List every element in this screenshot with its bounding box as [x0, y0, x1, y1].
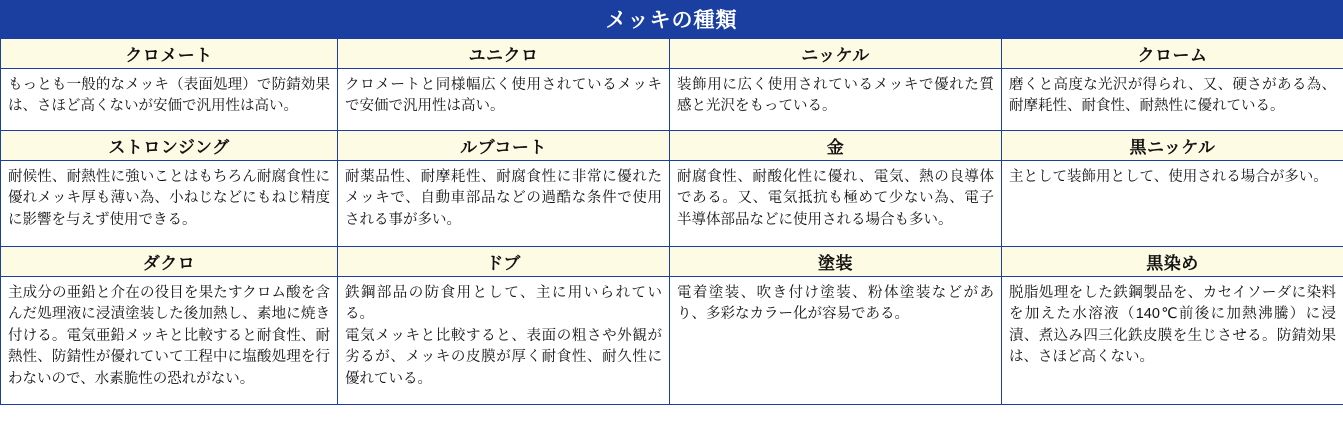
cell-description-painting: 電着塗装、吹き付け塗装、粉体塗装などがあり、多彩なカラー化が容易である。: [670, 277, 1002, 405]
column-header-black-nickel: 黒ニッケル: [1002, 131, 1343, 161]
column-header-lubecoat: ルブコート: [338, 131, 670, 161]
cell-description-dacro: 主成分の亜鉛と介在の役目を果たすクロム酸を含んだ処理液に浸漬塗装した後加熱し、素地に焼き付ける。電気亜鉛メッキと比較すると耐食性、耐熱性、防錆性が優れていて工程中に塩酸処理を行わないので、水素脆性の恐れがない。: [1, 277, 338, 405]
column-header-painting: 塗装: [670, 247, 1002, 277]
cell-description-chromate: もっとも一般的なメッキ（表面処理）で防錆効果は、さほど高くないが安価で汎用性は高い。: [1, 69, 338, 131]
column-header-black-oxide: 黒染め: [1002, 247, 1343, 277]
document-title-bar: [0, 0, 1343, 38]
cell-description-nickel: 装飾用に広く使用されているメッキで優れた質感と光沢をもっている。: [670, 69, 1002, 131]
column-header-unichrome: ユニクロ: [338, 39, 670, 69]
cell-description-dobu: 鉄鋼部品の防食用として、主に用いられている。 電気メッキと比較すると、表面の粗さや外観が劣るが、メッキの皮膜が厚く耐食性、耐久性に優れている。: [338, 277, 670, 405]
table-row-3: [1, 277, 1343, 405]
table-header-row-3: [1, 247, 1343, 277]
plating-types-table: [0, 38, 1343, 405]
table-row-2: [1, 161, 1343, 247]
column-header-nickel: ニッケル: [670, 39, 1002, 69]
column-header-chromate: クロメート: [1, 39, 338, 69]
cell-description-black-nickel: 主として装飾用として、使用される場合が多い。: [1002, 161, 1343, 247]
table-header-row-1: [1, 39, 1343, 69]
cell-description-unichrome: クロメートと同様幅広く使用されているメッキで安価で汎用性は高い。: [338, 69, 670, 131]
cell-description-strongzing: 耐候性、耐熱性に強いことはもちろん耐腐食性に優れメッキ厚も薄い為、小ねじなどにもねじ精度に影響を与えず使用できる。: [1, 161, 338, 247]
cell-description-lubecoat: 耐薬品性、耐摩耗性、耐腐食性に非常に優れたメッキで、自動車部品などの過酷な条件で使用される事が多い。: [338, 161, 670, 247]
cell-description-gold: 耐腐食性、耐酸化性に優れ、電気、熱の良導体である。又、電気抵抗も極めて少ない為、電子半導体部品などに使用される場合も多い。: [670, 161, 1002, 247]
column-header-strongzing: ストロンジング: [1, 131, 338, 161]
table-header-row-2: [1, 131, 1343, 161]
table-row-1: [1, 69, 1343, 131]
column-header-chrome: クローム: [1002, 39, 1343, 69]
column-header-dacro: ダクロ: [1, 247, 338, 277]
cell-description-black-oxide: 脱脂処理をした鉄鋼製品を、カセイソーダに染料を加えた水溶液（140℃前後に加熱沸騰）に浸漬、煮込み四三化鉄皮膜を生じさせる。防錆効果は、さほど高くない。: [1002, 277, 1343, 405]
page-title: メッキの種類: [605, 9, 738, 32]
column-header-gold: 金: [670, 131, 1002, 161]
cell-description-chrome: 磨くと高度な光沢が得られ、又、硬さがある為、耐摩耗性、耐食性、耐熱性に優れている。: [1002, 69, 1343, 131]
column-header-dobu: ドブ: [338, 247, 670, 277]
